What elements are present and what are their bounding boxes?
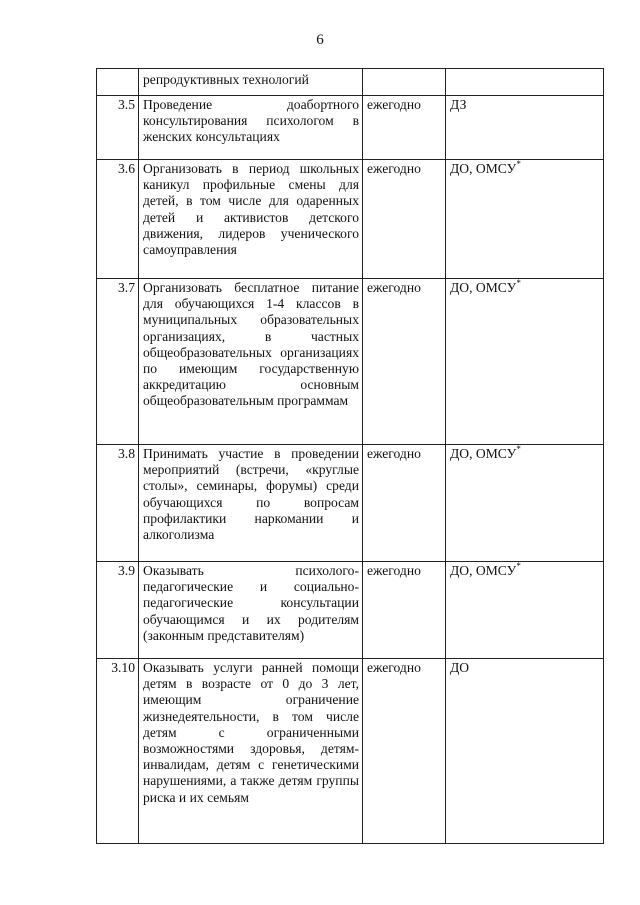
period-cell: ежегодно [363,659,446,844]
footnote-mark: * [516,159,521,169]
table-row [97,445,604,562]
row-number: 3.10 [97,659,139,844]
measure-text: Организовать бесплатное питание для обучающихся 1-4 классов в муниципальных образовательных организациях, в частных общеобразовательных организациях по имеющим государственную аккредитацию основным общеобразовательным программам [139,279,363,445]
responsible-cell [446,659,604,844]
table-row [97,562,604,659]
responsible-text: ДО [450,660,470,675]
responsible-text: ДО, ОМСУ [450,280,517,295]
table-row [97,160,604,279]
row-number: 3.8 [97,445,139,562]
responsible-text: ДО, ОМСУ [450,161,517,176]
row-number: 3.9 [97,562,139,659]
measure-text: Проведение доабортного консультирования психологом в женских консультациях [139,96,363,160]
footnote-mark: * [516,561,521,571]
responsible-text: ДЗ [450,97,467,112]
row-number [97,69,139,96]
measure-text: Оказывать психолого-педагогические и социально-педагогические консультации обучающимся и их родителям (законным представителям) [139,562,363,659]
responsible-cell [446,160,604,279]
responsible-text: ДО, ОМСУ [450,563,517,578]
footnote-mark: * [516,278,521,288]
measure-text: репродуктивных технологий [139,69,363,96]
footnote-mark: * [516,444,521,454]
measure-text: Организовать в период школьных каникул профильные смены для детей, в том числе для одаренных детей и активистов детского движения, лидеров ученического самоуправления [139,160,363,279]
responsible-cell [446,445,604,562]
row-number: 3.7 [97,279,139,445]
table-row [97,659,604,844]
page-number: 6 [316,32,324,48]
row-number: 3.5 [97,96,139,160]
period-cell: ежегодно [363,96,446,160]
table-row [97,279,604,445]
row-number: 3.6 [97,160,139,279]
measure-text: Принимать участие в проведении мероприятий (встречи, «круглые столы», семинары, форумы) среди обучающихся по вопросам профилактики наркомании и алкоголизма [139,445,363,562]
responsible-cell [446,69,604,96]
period-cell: ежегодно [363,445,446,562]
period-cell: ежегодно [363,562,446,659]
period-cell [363,69,446,96]
period-cell: ежегодно [363,279,446,445]
responsible-cell [446,96,604,160]
period-cell: ежегодно [363,160,446,279]
measures-table [96,68,604,844]
measure-text: Оказывать услуги ранней помощи детям в возрасте от 0 до 3 лет, имеющим ограничение жизнедеятельности, в том числе детям с ограниченными возможностями здоровья, детям-инвалидам, детям с генетическими нарушениями, а также детям группы риска и их семьям [139,659,363,844]
responsible-cell [446,562,604,659]
responsible-text: ДО, ОМСУ [450,446,517,461]
table-row [97,96,604,160]
responsible-cell [446,279,604,445]
table-row [97,69,604,96]
